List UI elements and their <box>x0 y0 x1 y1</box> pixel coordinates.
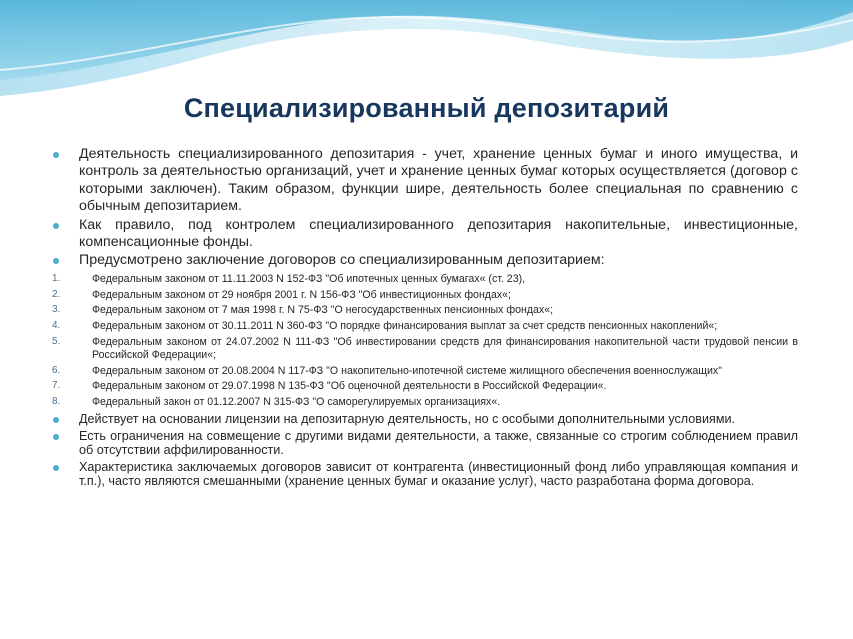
list-number: 3. <box>52 304 61 316</box>
bullet-text: Действует на основании лицензии на депозитарную деятельность, но с особыми дополнительными условиями. <box>79 412 736 427</box>
law-list-item <box>52 304 798 317</box>
bullet-item <box>52 460 798 489</box>
law-text: Федеральным законом от 11.11.2003 N 152-ФЗ "Об ипотечных ценных бумагах« (ст. 23), <box>92 272 526 285</box>
bullet-text: Деятельность специализированного депозитария - учет, хранение ценных бумаг и иного имущества, и контроль за деятельностью организаций, учет и хранение ценных бумаг которых осуществляется (договор с которыми заключен). Таким образом, функции шире, деятельность более специальная по сравнению с обычным депозитарием. <box>79 146 798 215</box>
slide-title: Специализированный депозитарий <box>183 93 670 123</box>
bullet-list-bottom <box>52 412 798 489</box>
bullet-dot-icon <box>53 223 59 229</box>
laws-numbered-list <box>52 273 798 409</box>
list-number: 8. <box>52 396 61 408</box>
list-number: 4. <box>52 320 61 332</box>
bullet-text: Предусмотрено заключение договоров со специализированным депозитарием: <box>79 252 605 269</box>
bullet-item <box>52 252 798 269</box>
bullet-dot-icon <box>53 417 59 423</box>
bullet-text: Есть ограничения на совмещение с другими видами деятельности, а также, связанные со строгим соблюдением правил об отсутствии аффилированности. <box>79 428 798 458</box>
bullet-dot-icon <box>53 465 59 471</box>
law-list-item <box>52 336 798 362</box>
law-list-item <box>52 289 798 302</box>
bullet-item <box>52 217 798 252</box>
law-text: Федеральным законом от 30.11.2011 N 360-ФЗ "О порядке финансирования выплат за счет средств пенсионных накоплений«; <box>92 320 718 333</box>
law-list-item <box>52 365 798 378</box>
law-text: Федеральным законом от 7 мая 1998 г. N 75-ФЗ "О негосударственных пенсионных фондах«; <box>92 304 554 317</box>
law-text: Федеральным законом от 20.08.2004 N 117-ФЗ "О накопительно-ипотечной системе жилищного обеспечения военнослужащих" <box>92 364 722 377</box>
bullet-text: Характеристика заключаемых договоров зависит от контрагента (инвестиционный фонд либо управляющая компания и т.п.), часто являются смешанными (хранение ценных бумаг и оказание услуг), часто разработана форма договора. <box>79 459 798 489</box>
bullet-item <box>52 146 798 216</box>
list-number: 5. <box>52 336 61 348</box>
law-list-item <box>52 396 798 409</box>
law-list-item <box>52 320 798 333</box>
bullet-item <box>52 412 798 427</box>
list-number: 2. <box>52 288 61 300</box>
law-text: Федеральным законом от 29.07.1998 N 135-ФЗ "Об оценочной деятельности в Российской Федерации«. <box>92 380 607 393</box>
law-text: Федеральный закон от 01.12.2007 N 315-ФЗ "О саморегулируемых организациях«. <box>92 396 501 409</box>
bullet-item <box>52 429 798 458</box>
bullet-text: Как правило, под контролем специализированного депозитария накопительные, инвестиционные, компенсационные фонды. <box>79 216 798 251</box>
list-number: 1. <box>52 272 61 284</box>
list-number: 7. <box>52 380 61 392</box>
list-number: 6. <box>52 364 61 376</box>
bullet-dot-icon <box>53 152 59 158</box>
slide-content <box>52 146 798 491</box>
bullet-list-top <box>52 146 798 270</box>
law-list-item <box>52 273 798 286</box>
law-list-item <box>52 380 798 393</box>
law-text: Федеральным законом от 24.07.2002 N 111-ФЗ "Об инвестировании средств для финансирования накопительной части трудовой пенсии в Российской Федерации«; <box>92 336 798 361</box>
bullet-dot-icon <box>53 258 59 264</box>
bullet-dot-icon <box>53 434 59 440</box>
law-text: Федеральным законом от 29 ноября 2001 г. N 156-ФЗ "Об инвестиционных фондах«; <box>92 288 512 301</box>
